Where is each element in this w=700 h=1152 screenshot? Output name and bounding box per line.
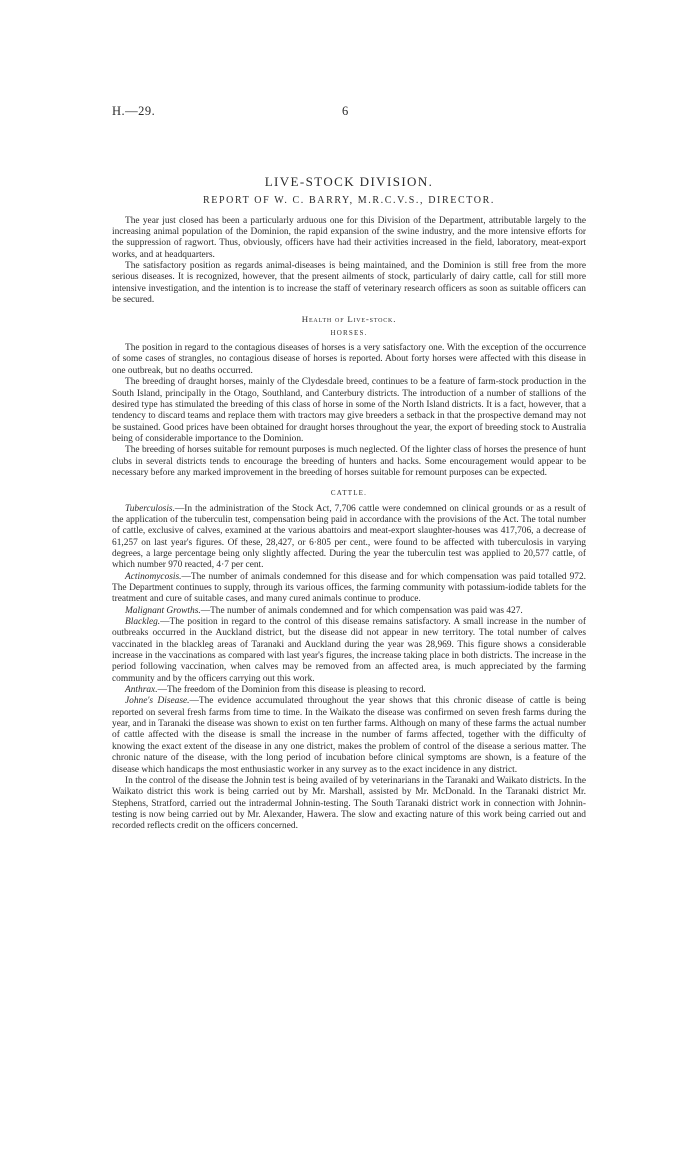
horses-paragraph: The position in regard to the contagious diseases of horses is a very satisfactory one. With the exception of the occurrence of some cases of strangles, no contagious disease of horses is reported. About forty horses were affected with this disease in one outbreak, but no deaths occurred. xyxy=(112,343,586,376)
intro-paragraph: The satisfactory position as regards animal-diseases is being maintained, and the Dominion is still free from the more serious diseases. It is recognized, however, that the present ailments of stock, particularly of dairy cattle, call for still more intensive investigation, and the intention is to increase the staff of veterinary research officers as soon as suitable officers can be secured. xyxy=(112,261,586,306)
section-heading-health: Health of Live-stock. xyxy=(301,314,397,325)
subheading-cattle: CATTLE. xyxy=(330,489,368,498)
horses-paragraph: The breeding of horses suitable for remount purposes is much neglected. Of the lighter class of horses the presence of hunt clubs in several districts tends to encourage the breeding of hunters and hacks. Some encouragement would appear to be necessary before any marked improvement in the breeding of horses suitable for remount purposes can be expected. xyxy=(112,445,586,478)
item-text: —In the administration of the Stock Act, 7,706 cattle were condemned on clinical grounds or as a result of the application of the tuberculin test, compensation being paid in accordance with the provisions of the Act. The total number of cattle, exclusive of calves, examined at the various abattoirs and meat-export slaughter-houses was 417,706, a decrease of 61,257 on last year's figures. Of these, 28,427, or 6·805 per cent., were found to be affected with tuberculosis in varying degrees, a large percentage being only slightly affected. During the year the tuberculin test was applied to 20,577 cattle, of which number 970 reacted, 4·7 per cent. xyxy=(112,503,586,571)
item-text: —The position in regard to the control of this disease remains satisfactory. A small increase in the number of outbreaks occurred in the Auckland district, but the disease did not appear in new territory. The total number of calves vaccinated in the blackleg areas of Taranaki and Auckland during the year was 28,969. This figure shows a considerable increase in the vaccinations as compared with last year's figures, the increase taking place in both districts. The increase in the period following vaccination, when calves may be removed from an affected area, is much appreciated by the farming community and by the officers carrying out this work. xyxy=(112,617,586,684)
page-number: 6 xyxy=(342,104,349,118)
cattle-item-actinomycosis xyxy=(112,572,586,606)
item-lead: Blackleg. xyxy=(125,617,161,628)
report-title: REPORT OF W. C. BARRY, M.R.C.V.S., DIRECTOR. xyxy=(203,195,495,207)
division-title: LIVE-STOCK DIVISION. xyxy=(264,174,434,189)
cattle-closing-paragraph: In the control of the disease the Johnin test is being availed of by veterinarians in the Taranaki and Waikato districts. In the Waikato district this work is being carried out by Mr. Marshall, assisted by Mr. McDonald. In the Taranaki district Mr. Stephens, Stratford, carried out the intradermal Johnin-testing. The South Taranaki district work in connection with Johnin-testing is now being carried out by Mr. Alexander, Hawera. The slow and exacting nature of this work being carried out and recorded reflects credit on the officers concerned. xyxy=(112,775,586,832)
subheading-horses: HORSES. xyxy=(330,328,368,337)
cattle-item-anthrax xyxy=(112,685,586,696)
cattle-item-johnes-disease xyxy=(112,696,586,775)
cattle-item-malignant-growths xyxy=(112,606,586,617)
cattle-item-blackleg xyxy=(112,617,586,685)
item-text: —The number of animals condemned for this disease and for which compensation was paid totalled 972. The Department continues to supply, through its various offices, the farming community with potassium-iodide tablets for the treatment and cure of suitable cases, and many cured animals continue to produce. xyxy=(112,571,586,605)
intro-paragraph: The year just closed has been a particularly arduous one for this Division of the Department, attributable largely to the increasing animal population of the Dominion, the rapid expansion of the swine industry, and the more intensive efforts for the suppression of ragwort. Thus, obviously, officers have had their activities increased in the field, laboratory, meat-export works, and at headquarters. xyxy=(112,215,586,260)
item-text: —The freedom of the Dominion from this disease is pleasing to record. xyxy=(157,685,426,696)
cattle-item-tuberculosis xyxy=(112,504,586,572)
item-lead: Anthrax. xyxy=(125,685,158,696)
document-reference: H.—29. xyxy=(112,104,156,118)
item-lead: Johne's Disease. xyxy=(125,696,190,707)
item-text: —The evidence accumulated throughout the year shows that this chronic disease of cattle is being reported on several fresh farms from time to time. In the Waikato the disease was confirmed on seven fresh farms during the year, and in Taranaki the disease was shown to exist on ten further farms. Although on many of these farms the actual number of cattle affected with the disease is small the increase in the number of farms affected, together with the difficulty of knowing the exact extent of the disease in any one district, makes the problem of control of the disease a serious matter. The chronic nature of the disease, with the long period of incubation before clinical symptoms are shown, is a feature of the disease which handicaps the most enthusiastic worker in any survey as to the exact incidence in any district. xyxy=(112,696,586,775)
item-text: —The number of animals condemned and for which compensation was paid was 427. xyxy=(200,605,523,616)
item-lead: Actinomycosis. xyxy=(125,571,182,582)
item-lead: Tuberculosis. xyxy=(125,503,175,514)
horses-paragraph: The breeding of draught horses, mainly of the Clydesdale breed, continues to be a feature of farm-stock production in the South Island, principally in the Otago, Southland, and Canterbury districts. The introduction of a number of stallions of the desired type has stimulated the breeding of this class of horse in some of the North Island districts. It is a fact, however, that a tendency to discard teams and replace them with tractors may give breeders a setback in that the prospective demand may not be sustained. Good prices have been obtained for draught horses throughout the year, the export of breeding stock to Australia being of considerable importance to the Dominion. xyxy=(112,377,586,444)
item-lead: Malignant Growths. xyxy=(125,605,201,616)
document-body xyxy=(112,176,586,833)
